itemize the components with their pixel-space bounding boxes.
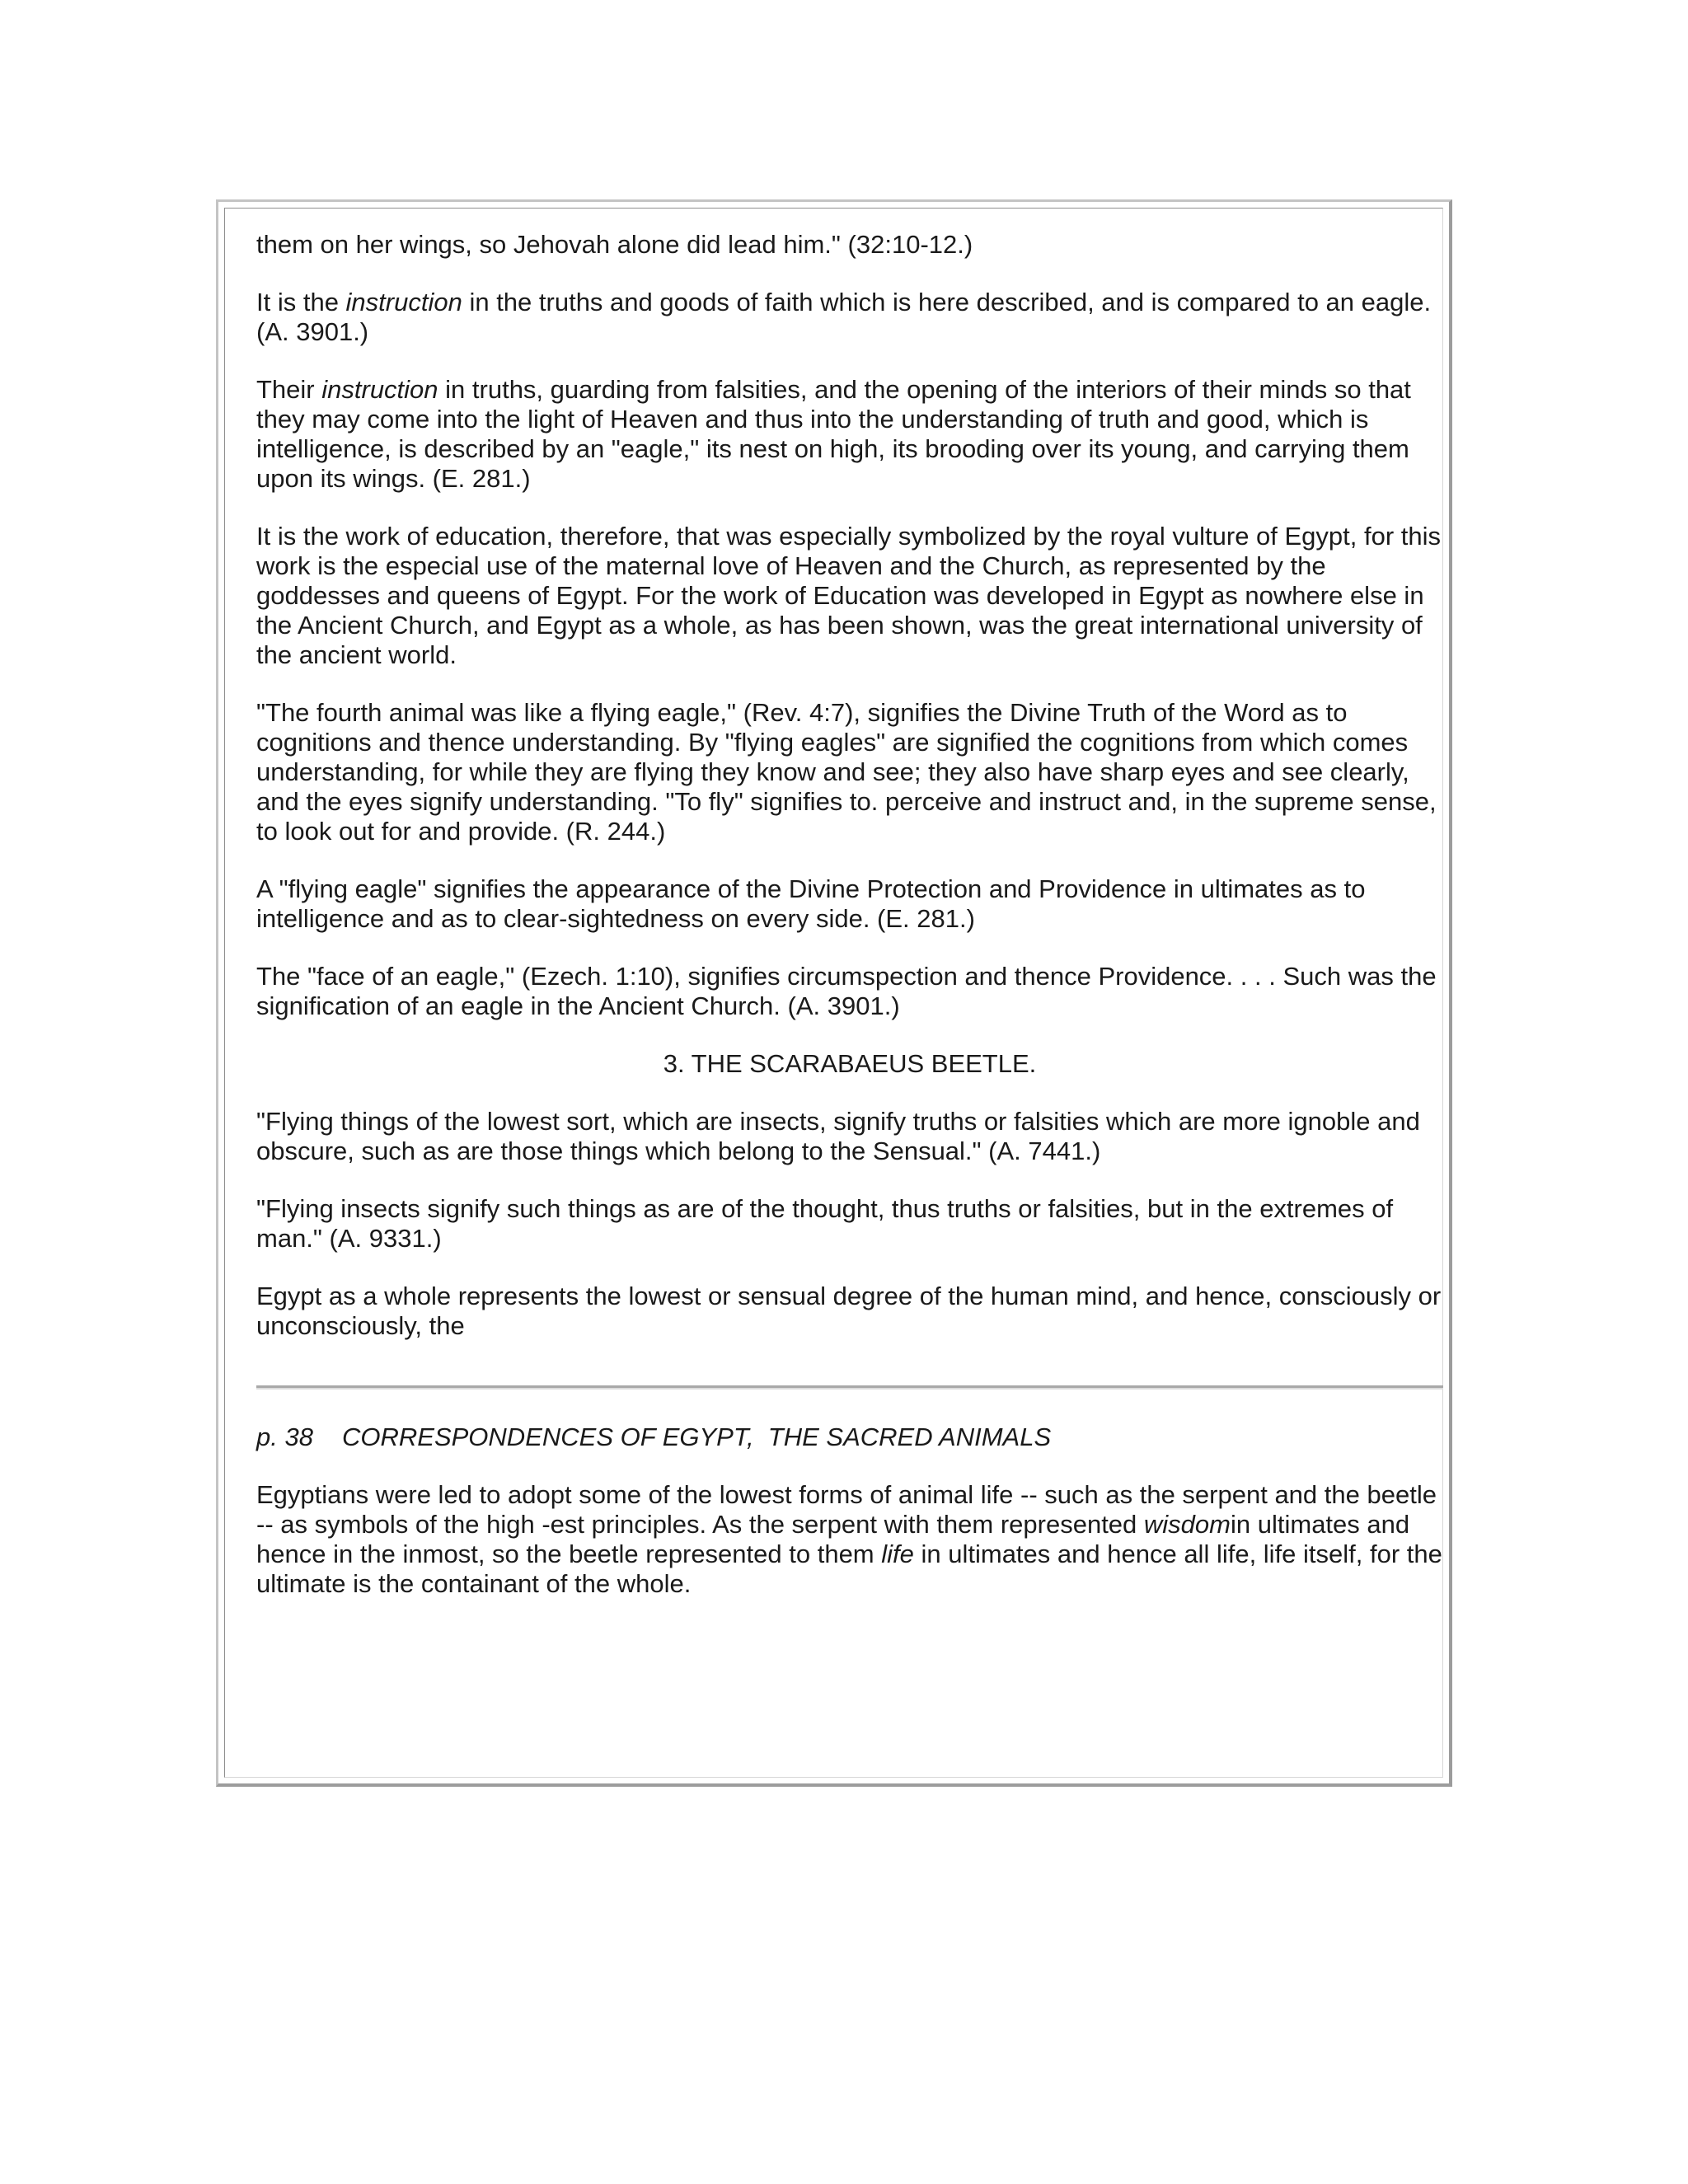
section-heading: 3. THE SCARABAEUS BEETLE. — [663, 1049, 1037, 1078]
paragraph-11-text-b: in ultimates and hence in the inmost, so the beetle represented to them — [256, 1510, 1410, 1568]
page-frame — [216, 199, 1452, 1787]
paragraph-6: A "flying eagle" signifies the appearance of the Divine Protection and Providence in ultimates as to intelligence and as to clear-sightedness on every side. (E. 281.) — [256, 874, 1366, 933]
paragraph-11-emphasis-life: life — [881, 1540, 914, 1568]
paragraph-9: "Flying insects signify such things as are of the thought, thus truths or falsities, but in the extremes of man." (A. 9331.) — [256, 1194, 1394, 1253]
paragraph-7: The "face of an eagle," (Ezech. 1:10), signifies circumspection and thence Providence. . . . Such was the signification of an eagle in the Ancient Church. (A. 3901.) — [256, 962, 1437, 1020]
paragraph-5: "The fourth animal was like a flying eagle," (Rev. 4:7), signifies the Divine Truth of the Word as to cognitions and thence understanding. By "flying eagles" are signified the cognitions from which comes understanding, for while they are flying they know and see; they also have sharp eyes and see clearly, and the eyes signify understanding. "To fly" signifies to. perceive and instruct and, in the supreme sense, to look out for and provide. (R. 244.) — [256, 698, 1437, 846]
paragraph-11-emphasis-wisdom: wisdom — [1143, 1510, 1231, 1539]
paragraph-3-emphasis: instruction — [321, 375, 438, 404]
page-frame-inner — [224, 208, 1443, 1778]
paragraph-8: "Flying things of the lowest sort, which are insects, signify truths or falsities which are more ignoble and obscure, such as are those things which belong to the Sensual." (A. 7441.) — [256, 1107, 1420, 1165]
paragraph-2 — [256, 288, 1443, 347]
paragraph-3 — [256, 375, 1443, 494]
paragraph-4: It is the work of education, therefore, that was especially symbolized by the royal vulture of Egypt, for this work is the especial use of the maternal love of Heaven and the Church, as represented by the goddesses and queens of Egypt. For the work of Education was developed in Egypt as nowhere else in the Ancient Church, and Egypt as a whole, as has been shown, was the great international university of the ancient world. — [256, 522, 1442, 669]
paragraph-11-text-c: in ultimates and hence all life, life itself, for the ultimate is the containant of the whole. — [256, 1540, 1442, 1598]
paragraph-11-text-a: Egyptians were led to adopt some of the lowest forms of animal life -- such as the serpent and the beetle -- as symbols of the high -est principles. As the serpent with them represented — [256, 1480, 1437, 1539]
paragraph-3-text-a: Their — [256, 375, 322, 404]
paragraph-3-text-b: in truths, guarding from falsities, and the opening of the interiors of their minds so that they may come into the light of Heaven and thus into the understanding of truth and good, which is intelligence, is described by an "eagle," its nest on high, its brooding over its young, and carrying them upon its wings. (E. 281.) — [256, 375, 1411, 493]
page-number: p. 38 — [256, 1422, 313, 1451]
document-content — [256, 230, 1443, 1627]
page-divider — [256, 1385, 1443, 1390]
paragraph-1: them on her wings, so Jehovah alone did lead him." (32:10-12.) — [256, 230, 973, 259]
paragraph-11 — [256, 1480, 1443, 1599]
paragraph-2-text-a: It is the — [256, 288, 346, 316]
paragraph-2-text-b: in the truths and goods of faith which is here described, and is compared to an eagle. (A. 3901.) — [256, 288, 1432, 346]
running-header-title: CORRESPONDENCES OF EGYPT, THE SACRED ANIMALS — [342, 1422, 1052, 1451]
paragraph-10: Egypt as a whole represents the lowest or sensual degree of the human mind, and hence, consciously or unconsciously, the — [256, 1282, 1442, 1340]
running-header — [256, 1422, 1443, 1452]
paragraph-2-emphasis: instruction — [345, 288, 462, 316]
